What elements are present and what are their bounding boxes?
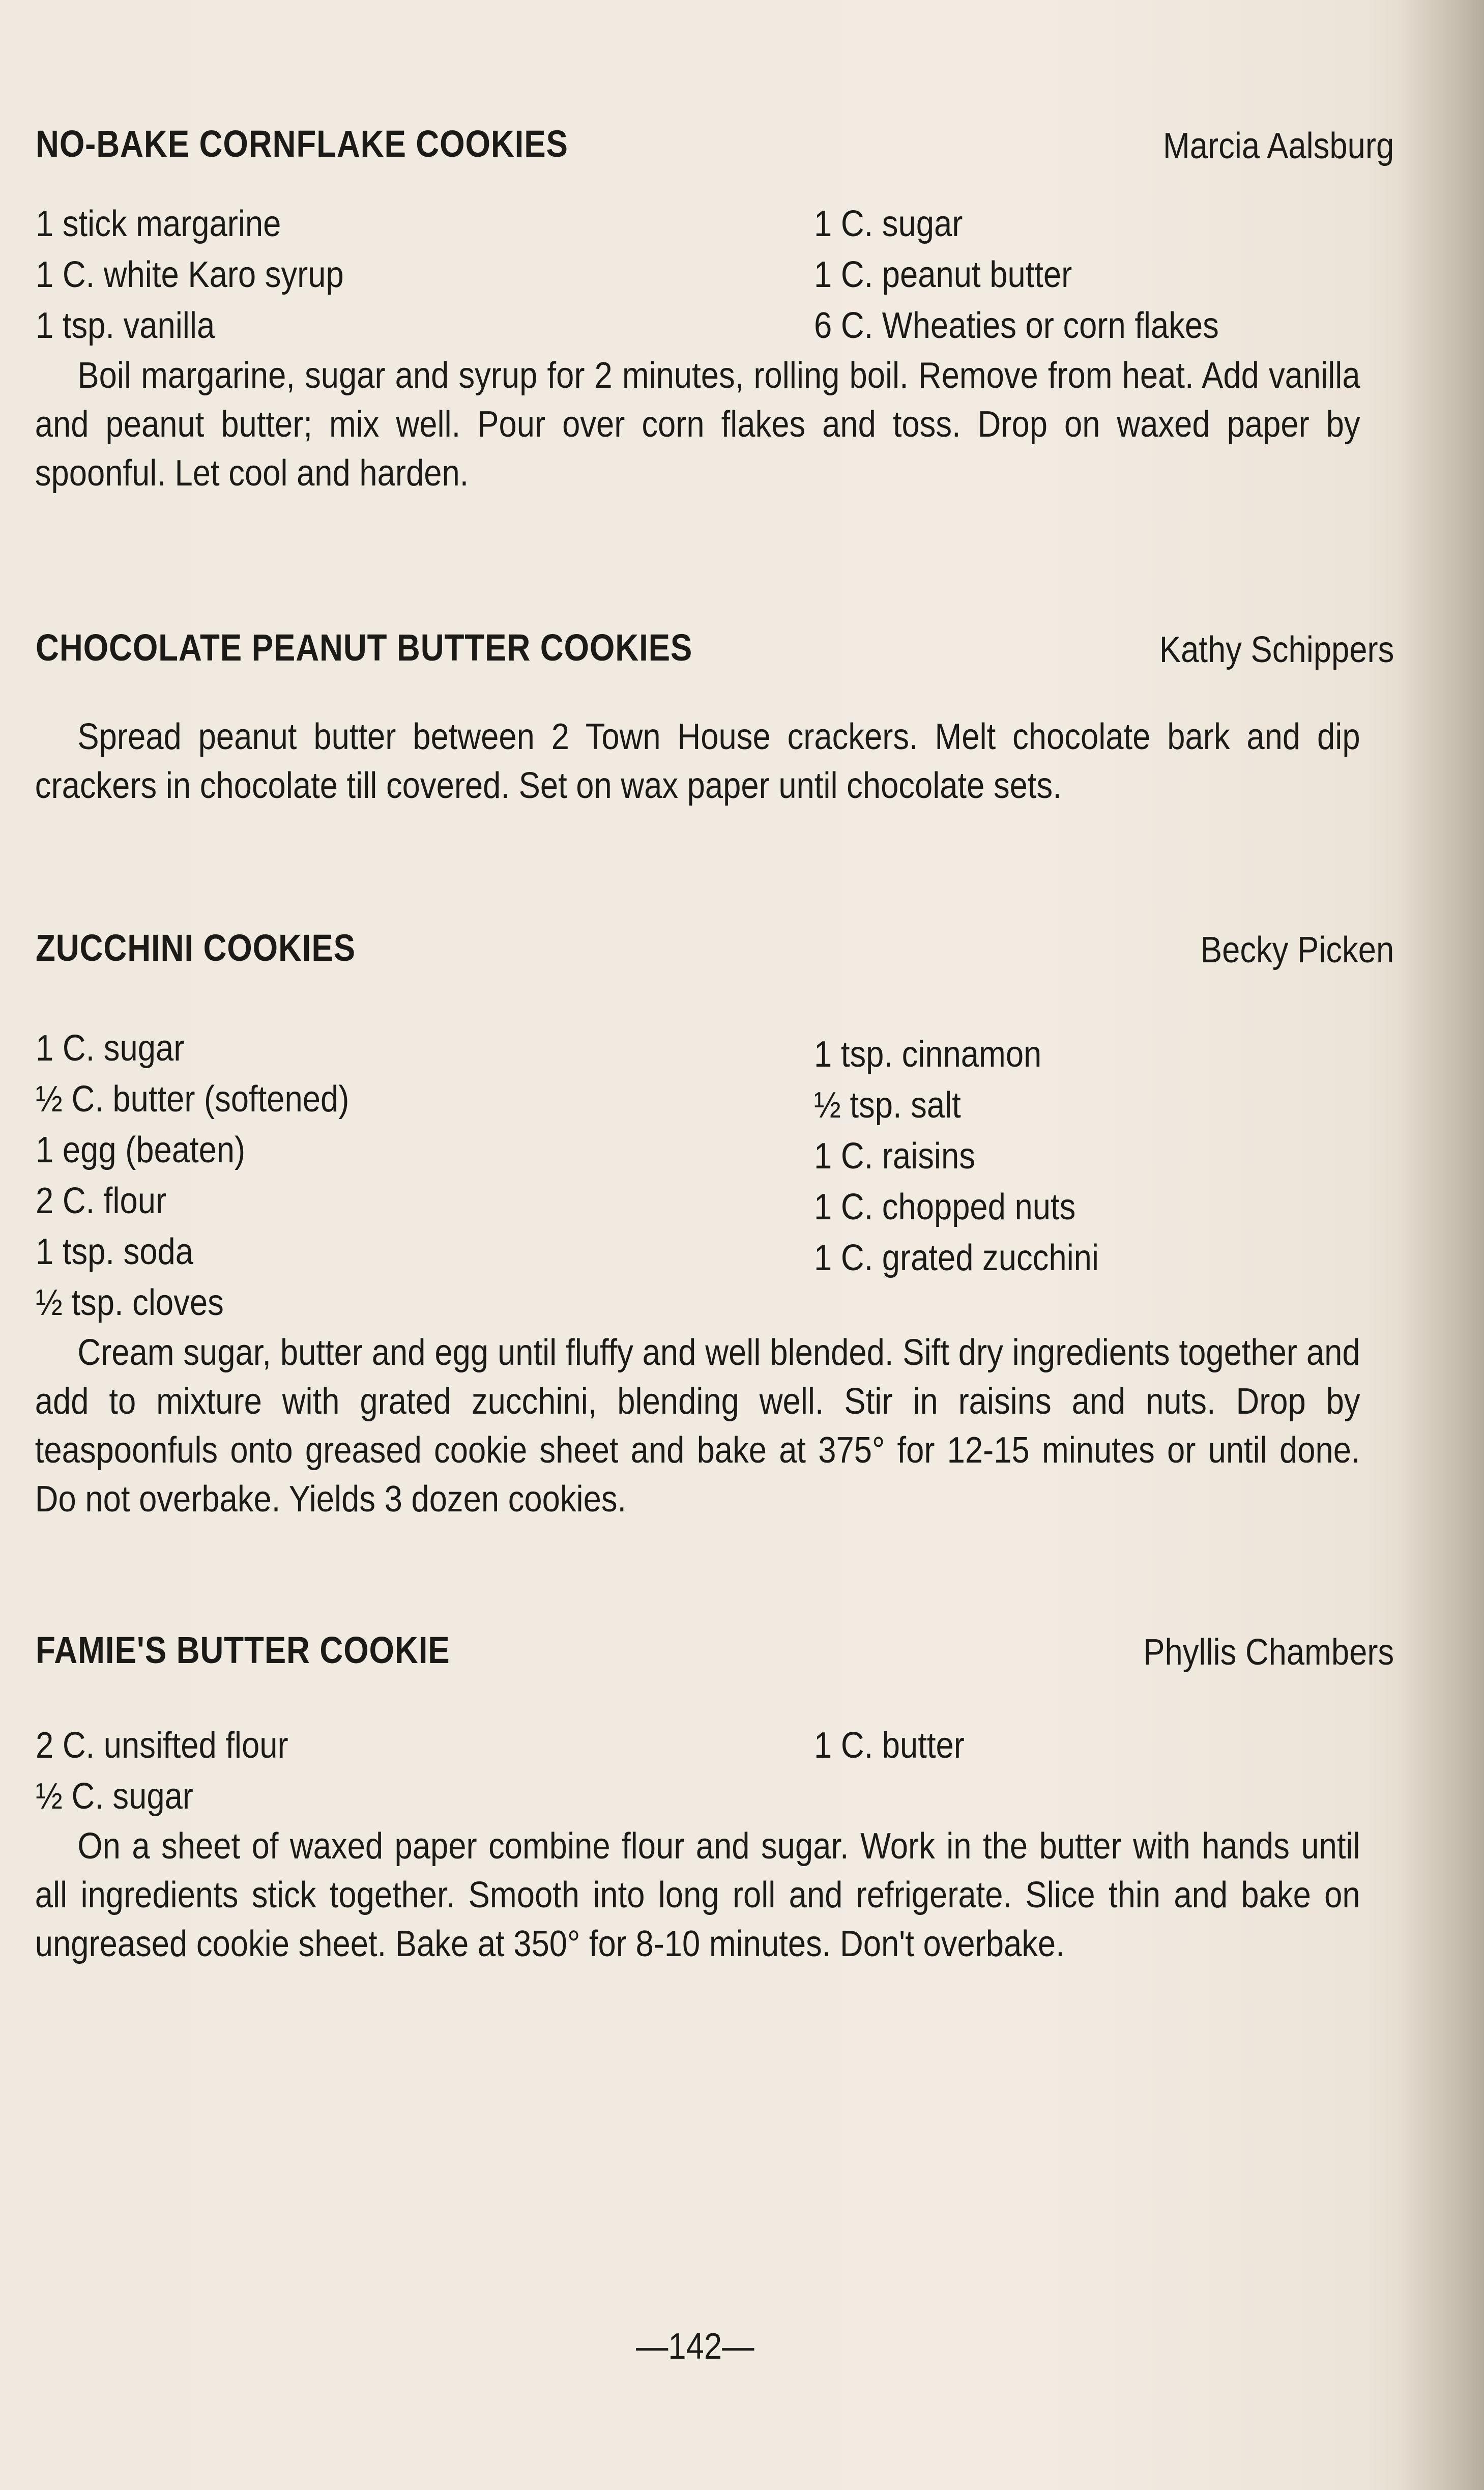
ingredient-column-right	[814, 1720, 985, 1771]
ingredient-list	[31, 1720, 1394, 1822]
recipe-zucchini-cookies	[31, 926, 1394, 1524]
ingredient: ½ C. butter (softened)	[36, 1079, 350, 1120]
ingredient-list	[31, 1023, 1394, 1328]
ingredient-list	[31, 198, 1394, 351]
ingredient: 1 C. butter	[814, 1725, 965, 1766]
recipe-directions: Boil margarine, sugar and syrup for 2 minutes, rolling boil. Remove from heat. Add vanilla and peanut butter; mix well. Pour over corn flakes and toss. Drop on waxed paper by spoonful. Let cool and harden.	[35, 355, 1360, 494]
recipe-header	[31, 122, 1394, 178]
ingredient: 1 C. sugar	[36, 1028, 185, 1069]
recipe-author: Marcia Aalsburg	[1162, 126, 1394, 166]
recipe-title: ZUCCHINI COOKIES	[36, 927, 356, 969]
ingredient: 1 C. sugar	[814, 204, 963, 244]
recipe-header	[31, 1628, 1394, 1684]
ingredient: ½ tsp. cloves	[36, 1282, 224, 1323]
recipe-title: FAMIE'S BUTTER COOKIE	[36, 1629, 450, 1671]
ingredient: 1 tsp. soda	[36, 1232, 193, 1272]
ingredient: 1 C. grated zucchini	[814, 1238, 1099, 1278]
recipe-directions: On a sheet of waxed paper combine flour and sugar. Work in the butter with hands until all ingredients stick together. Smooth into long roll and refrigerate. Slice thin and bake on ungreased cookie sheet. Bake at 350° for 8-10 minutes. Don't overbake.	[35, 1826, 1360, 1964]
recipe-directions: Spread peanut butter between 2 Town House crackers. Melt chocolate bark and dip crackers in chocolate till covered. Set on wax paper until chocolate sets.	[35, 717, 1360, 806]
ingredient-column-right	[814, 1029, 1138, 1283]
recipe-no-bake-cornflake-cookies	[31, 122, 1394, 498]
gutter-shadow	[1398, 0, 1484, 2490]
ingredient: 1 C. chopped nuts	[814, 1187, 1076, 1227]
ingredient: 1 C. raisins	[814, 1136, 975, 1177]
ingredient-column-left	[36, 198, 386, 351]
ingredient: 1 C. white Karo syrup	[36, 254, 344, 295]
recipe-header	[31, 926, 1394, 982]
ingredient: 6 C. Wheaties or corn flakes	[814, 305, 1219, 346]
ingredient: 1 tsp. cinnamon	[814, 1034, 1042, 1075]
recipe-author: Becky Picken	[1200, 930, 1394, 970]
ingredient-column-left	[36, 1023, 392, 1328]
ingredient-column-right	[814, 198, 1274, 351]
ingredient: 2 C. flour	[36, 1181, 167, 1221]
recipe-famies-butter-cookie	[31, 1628, 1394, 1968]
ingredient: ½ C. sugar	[36, 1776, 193, 1817]
ingredient: ½ tsp. salt	[814, 1085, 961, 1126]
ingredient: 1 C. peanut butter	[814, 254, 1072, 295]
recipe-title: NO-BAKE CORNFLAKE COOKIES	[36, 123, 568, 165]
recipe-header	[31, 626, 1394, 682]
ingredient-column-left	[36, 1720, 323, 1822]
ingredient: 1 tsp. vanilla	[36, 305, 215, 346]
recipe-author: Kathy Schippers	[1159, 629, 1394, 670]
ingredient: 1 stick margarine	[36, 204, 281, 244]
recipe-author: Phyllis Chambers	[1143, 1632, 1394, 1673]
page-number: —142—	[636, 2326, 754, 2367]
ingredient: 2 C. unsifted flour	[36, 1725, 288, 1766]
ingredient: 1 egg (beaten)	[36, 1130, 246, 1170]
recipe-chocolate-peanut-butter-cookies	[31, 626, 1394, 810]
recipe-directions: Cream sugar, butter and egg until fluffy and well blended. Sift dry ingredients together and add to mixture with grated zucchini, blending well. Stir in raisins and nuts. Drop by teaspoonfuls onto greased cookie sheet and bake at 375° for 12-15 minutes or until done. Do not overbake. Yields 3 dozen cookies.	[35, 1332, 1360, 1520]
recipe-title: CHOCOLATE PEANUT BUTTER COOKIES	[36, 626, 693, 669]
